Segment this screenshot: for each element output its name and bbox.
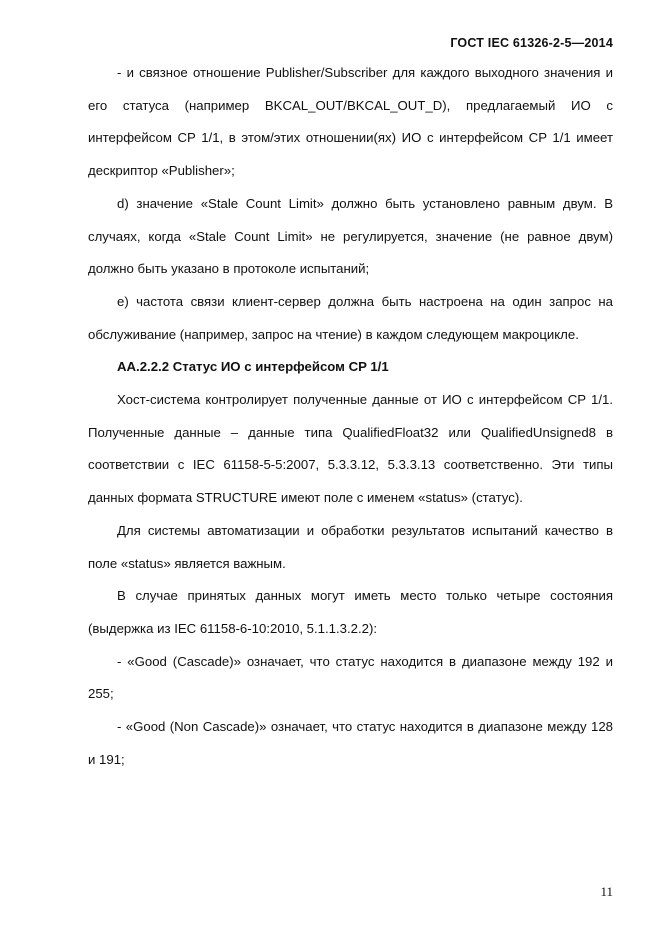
section-heading: АА.2.2.2 Статус ИО с интерфейсом CP 1/1: [117, 359, 389, 375]
paragraph-item-e: e) частота связи клиент-сервер должна быть настроена на один запрос на обслуживание (например, запрос на чтение) в каждом следующем макроцикле.: [88, 293, 613, 342]
list-item-good-non-cascade: - «Good (Non Cascade)» означает, что статус находится в диапазоне между 128 и 191;: [88, 719, 613, 767]
paragraph-item-d: d) значение «Stale Count Limit» должно быть установлено равным двум. В случаях, когда «Stale Count Limit» не регулируется, значение (не равное двум) должно быть указано в протоколе испытаний;: [88, 195, 613, 277]
paragraph-status-importance: Для системы автоматизации и обработки результатов испытаний качество в поле «status» является важным.: [88, 522, 613, 571]
document-body: [88, 57, 613, 776]
paragraph-host-system: Хост-система контролирует полученные данные от ИО с интерфейсом CP 1/1. Полученные данные – данные типа QualifiedFloat32 или QualifiedUnsigned8 в соответствии с IEC 61158-5-5:2007, 5.3.3.12, 5.3.3.13 соответственно. Эти типы данных формата STRUCTURE имеют поле с именем «status» (статус).: [88, 392, 613, 506]
list-item-good-cascade: - «Good (Cascade)» означает, что статус находится в диапазоне между 192 и 255;: [88, 653, 613, 702]
paragraph-publisher-subscriber: - и связное отношение Publisher/Subscriber для каждого выходного значения и его статуса (например BKCAL_OUT/BKCAL_OUT_D), предлагаемый ИО с интерфейсом CP 1/1, в этом/этих отношении(ях) ИО с интерфейсом CP 1/1 имеет дескриптор «Publisher»;: [88, 65, 613, 179]
document-header: ГОСТ IEC 61326-2-5—2014: [450, 36, 613, 50]
paragraph-four-states: В случае принятых данных могут иметь место только четыре состояния (выдержка из IEC 61158-6-10:2010, 5.1.1.3.2.2):: [88, 588, 613, 636]
page-number: 11: [600, 884, 613, 899]
